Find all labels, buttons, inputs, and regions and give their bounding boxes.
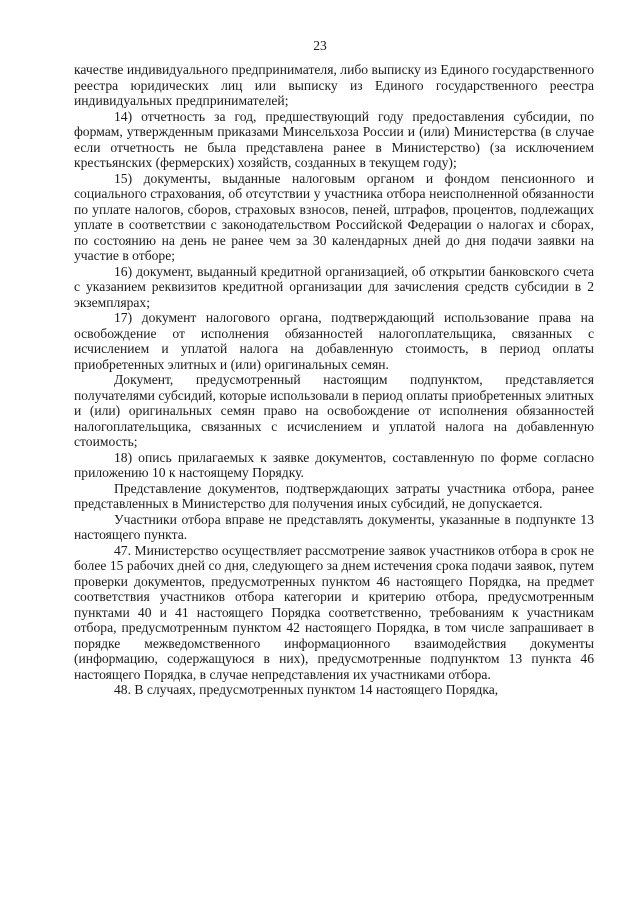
paragraph-item-15: 15) документы, выданные налоговым органом и фондом пенсионного и социального страхования, об отсутствии у участника отбора неисполненной обязанности по уплате налогов, сборов, страховых взносов, пеней, штрафов, процентов, подлежащих уплате в соответствии с законодательством Российской Федерации о налогах и сборах, по состоянию на день не ранее чем за 30 календарных дней до дня подачи заявки на участие в отборе; [74, 170, 594, 263]
paragraph-item-16: 16) документ, выданный кредитной организацией, об открытии банковского счета с указанием реквизитов кредитной организации для зачисления средств субсидии в 2 экземплярах; [74, 263, 594, 310]
paragraph-submission-note: Представление документов, подтверждающих затраты участника отбора, ранее представленных в Министерство для получения иных субсидий, не допускается. [74, 480, 594, 511]
page-number: 23 [313, 38, 327, 53]
paragraph-optional-documents: Участники отбора вправе не представлять документы, указанные в подпункте 13 настоящего пункта. [74, 511, 594, 542]
document-body [74, 62, 594, 698]
paragraph-item-17: 17) документ налогового органа, подтверждающий использование права на освобождение от исполнения обязанностей налогоплательщика, связанных с исчислением и уплатой налога на добавленную стоимость, в период оплаты приобретенных элитных и (или) оригинальных семян. [74, 310, 594, 372]
paragraph-item-18: 18) опись прилагаемых к заявке документов, составленную по форме согласно приложению 10 к настоящему Порядку. [74, 449, 594, 480]
paragraph-point-47: 47. Министерство осуществляет рассмотрение заявок участников отбора в срок не более 15 рабочих дней со дня, следующего за днем истечения срока подачи заявок, путем проверки документов, предусмотренных пунктом 46 настоящего Порядка, на предмет соответствия участников отбора категории и критерию отбора, предусмотренным пунктами 40 и 41 настоящего Порядка соответственно, требованиям к участникам отбора, предусмотренным пунктом 42 настоящего Порядка, в том числе запрашивает в порядке межведомственного информационного взаимодействия документы (информацию, содержащуюся в них), предусмотренные подпунктом 13 пункта 46 настоящего Порядка, в случае непредставления их участниками отбора. [74, 542, 594, 682]
paragraph-item-17-note: Документ, предусмотренный настоящим подпунктом, представляется получателями субсидий, которые использовали в период оплаты приобретенных элитных и (или) оригинальных семян право на освобождение от исполнения обязанностей налогоплательщика, связанных с исчислением и уплатой налога на добавленную стоимость; [74, 372, 594, 449]
paragraph-point-48: 48. В случаях, предусмотренных пунктом 14 настоящего Порядка, [114, 682, 499, 697]
paragraph-item-14: 14) отчетность за год, предшествующий году предоставления субсидии, по формам, утвержденным приказами Минсельхоза России и (или) Министерства (в случае если отчетность не была представлена ранее в Министерство) (за исключением крестьянских (фермерских) хозяйств, созданных в текущем году); [74, 108, 594, 170]
paragraph-1: качестве индивидуального предпринимателя, либо выписку из Единого государственного реестра юридических лиц или выписку из Единого государственного реестра индивидуальных предпринимателей; [74, 62, 594, 108]
